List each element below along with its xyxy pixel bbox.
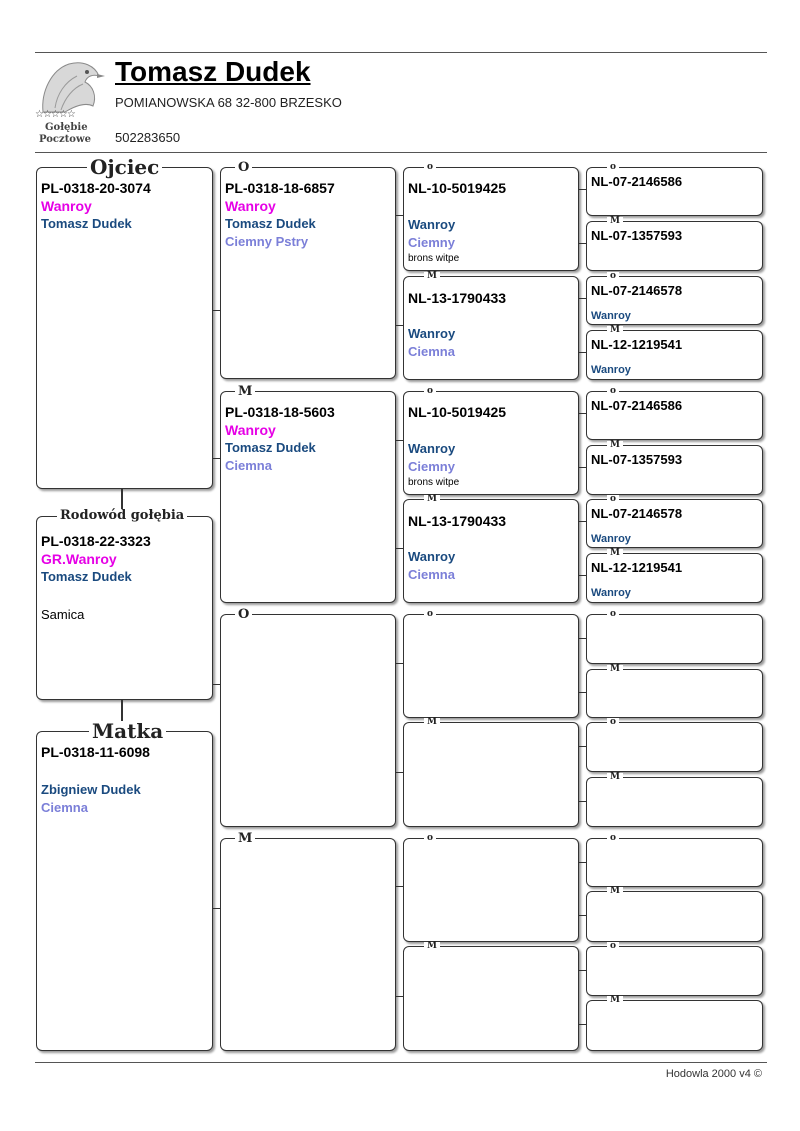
g4-owner-8: Wanroy [591, 587, 631, 599]
g4-card-11 [586, 717, 763, 772]
fff-card [403, 162, 579, 271]
g4-card-8 [586, 548, 763, 603]
subject-owner: Tomasz Dudek [41, 569, 132, 584]
father-owner: Tomasz Dudek [41, 216, 132, 231]
fmm-color: Ciemna [408, 567, 455, 582]
connector [579, 467, 586, 468]
breeder-address: POMIANOWSKA 68 32-800 BRZESKO [115, 95, 342, 110]
connector [579, 638, 586, 639]
fm-ring: PL-0318-18-5603 [225, 404, 335, 420]
connector [579, 801, 586, 802]
ffm-label: M [424, 272, 440, 281]
mfm-card [403, 717, 579, 827]
connector [396, 325, 403, 326]
g4-ring-4: NL-12-1219541 [591, 337, 683, 352]
g4-card-16 [586, 995, 763, 1051]
subject-ring: PL-0318-22-3323 [41, 533, 151, 549]
g4-card-4 [586, 325, 763, 380]
mother-ring: PL-0318-11-6098 [41, 744, 150, 760]
connector [579, 1024, 586, 1025]
g4-label-7: o [607, 495, 619, 504]
fmf-color: Ciemny [408, 459, 455, 474]
breeder-phone: 502283650 [115, 130, 181, 145]
ffm-color: Ciemna [408, 344, 455, 359]
fff-note: brons witpe [408, 253, 460, 264]
g4-card-12 [586, 772, 763, 827]
ffm-card [403, 271, 579, 380]
fmm-ring: NL-13-1790433 [408, 513, 507, 529]
g4-label-14: M [607, 887, 623, 896]
fff-owner: Wanroy [408, 217, 456, 232]
fmm-label: M [424, 495, 440, 504]
ff-ring: PL-0318-18-6857 [225, 180, 335, 196]
mff-card [403, 609, 579, 718]
g4-owner-3: Wanroy [591, 310, 631, 322]
g4-card-13 [586, 833, 763, 887]
bottom-divider [35, 1062, 767, 1063]
ffm-owner: Wanroy [408, 326, 456, 341]
g4-card-9 [586, 609, 763, 664]
mother-card [36, 719, 213, 1051]
connector [579, 243, 586, 244]
mmm-card [403, 941, 579, 1051]
fff-label: o [424, 163, 436, 172]
logo-stars: ☆☆☆☆☆ [35, 109, 75, 120]
connector [579, 970, 586, 971]
connector [579, 746, 586, 747]
ff-label: O [235, 161, 252, 174]
subject-card [36, 508, 213, 700]
mf-card [220, 607, 396, 827]
breeder-name: Tomasz Dudek [115, 56, 311, 87]
connector [213, 458, 220, 459]
g4-label-15: o [607, 942, 619, 951]
connector [579, 575, 586, 576]
mm-card [220, 831, 396, 1051]
top-divider [35, 52, 767, 53]
g4-card-1 [586, 162, 763, 216]
pedigree-label: Rodowód gołębia [57, 509, 187, 522]
subject-name: GR.Wanroy [41, 551, 117, 567]
fmf-owner: Wanroy [408, 441, 456, 456]
connector [579, 862, 586, 863]
connector [213, 908, 220, 909]
fm-color: Ciemna [225, 458, 272, 473]
g4-label-13: o [607, 834, 619, 843]
logo-line-1: Gołębie [45, 122, 88, 133]
connector [579, 189, 586, 190]
mmm-label: M [424, 942, 440, 951]
g4-label-1: o [607, 163, 619, 172]
connector [579, 298, 586, 299]
ff-card [220, 160, 396, 379]
ffm-ring: NL-13-1790433 [408, 290, 507, 306]
g4-ring-2: NL-07-1357593 [591, 228, 683, 243]
connector [396, 772, 403, 773]
mm-label: M [235, 832, 255, 845]
mother-label: Matka [89, 721, 166, 741]
fmf-note: brons witpe [408, 477, 460, 488]
g4-card-3 [586, 271, 763, 325]
g4-ring-8: NL-12-1219541 [591, 560, 683, 575]
connector [213, 684, 220, 685]
g4-card-15 [586, 941, 763, 996]
fm-card [220, 384, 396, 603]
father-label: Ojciec [87, 157, 162, 177]
father-ring: PL-0318-20-3074 [41, 180, 151, 196]
g4-ring-3: NL-07-2146578 [591, 283, 683, 298]
ff-name: Wanroy [225, 198, 276, 214]
g4-label-8: M [607, 549, 623, 558]
g4-label-2: M [607, 217, 623, 226]
father-name: Wanroy [41, 198, 92, 214]
pigeon-logo-icon [35, 58, 107, 116]
g4-card-6 [586, 440, 763, 495]
connector [213, 310, 220, 311]
fmf-ring: NL-10-5019425 [408, 404, 507, 420]
connector [579, 521, 586, 522]
g4-label-3: o [607, 272, 619, 281]
g4-label-11: o [607, 718, 619, 727]
g4-owner-4: Wanroy [591, 364, 631, 376]
mff-label: o [424, 610, 436, 619]
mfm-label: M [424, 718, 440, 727]
g4-label-12: M [607, 773, 623, 782]
fmf-card [403, 386, 579, 495]
g4-label-16: M [607, 996, 623, 1005]
fmm-card [403, 494, 579, 603]
g4-label-6: M [607, 441, 623, 450]
g4-label-4: M [607, 326, 623, 335]
mother-owner: Zbigniew Dudek [41, 782, 141, 797]
fmf-label: o [424, 387, 436, 396]
connector [579, 413, 586, 414]
connector [396, 996, 403, 997]
g4-label-10: M [607, 665, 623, 674]
mother-color: Ciemna [41, 800, 88, 815]
g4-owner-7: Wanroy [591, 533, 631, 545]
connector [579, 915, 586, 916]
connector [396, 663, 403, 664]
g4-label-9: o [607, 610, 619, 619]
g4-card-14 [586, 886, 763, 942]
connector [396, 215, 403, 216]
ff-owner: Tomasz Dudek [225, 216, 316, 231]
header-divider [35, 152, 767, 153]
fff-color: Ciemny [408, 235, 455, 250]
mmf-label: o [424, 834, 436, 843]
ff-color: Ciemny Pstry [225, 234, 309, 249]
g4-card-10 [586, 664, 763, 718]
connector [396, 886, 403, 887]
g4-label-5: o [607, 387, 619, 396]
connector [579, 692, 586, 693]
fm-name: Wanroy [225, 422, 276, 438]
fff-ring: NL-10-5019425 [408, 180, 507, 196]
mmf-card [403, 833, 579, 942]
connector [396, 548, 403, 549]
g4-ring-6: NL-07-1357593 [591, 452, 683, 467]
subject-sex: Samica [41, 607, 85, 622]
fm-owner: Tomasz Dudek [225, 440, 316, 455]
connector [579, 352, 586, 353]
g4-card-5 [586, 386, 763, 440]
connector [396, 440, 403, 441]
g4-ring-7: NL-07-2146578 [591, 506, 683, 521]
g4-card-2 [586, 216, 763, 271]
father-card [36, 155, 213, 489]
g4-ring-5: NL-07-2146586 [591, 398, 683, 413]
fmm-owner: Wanroy [408, 549, 456, 564]
logo-line-2: Pocztowe [39, 134, 91, 145]
mf-label: O [235, 608, 252, 621]
fm-label: M [235, 385, 255, 398]
g4-ring-1: NL-07-2146586 [591, 174, 683, 189]
logo [35, 58, 107, 148]
g4-card-7 [586, 494, 763, 548]
footer-credit: Hodowla 2000 v4 © [665, 1068, 762, 1080]
